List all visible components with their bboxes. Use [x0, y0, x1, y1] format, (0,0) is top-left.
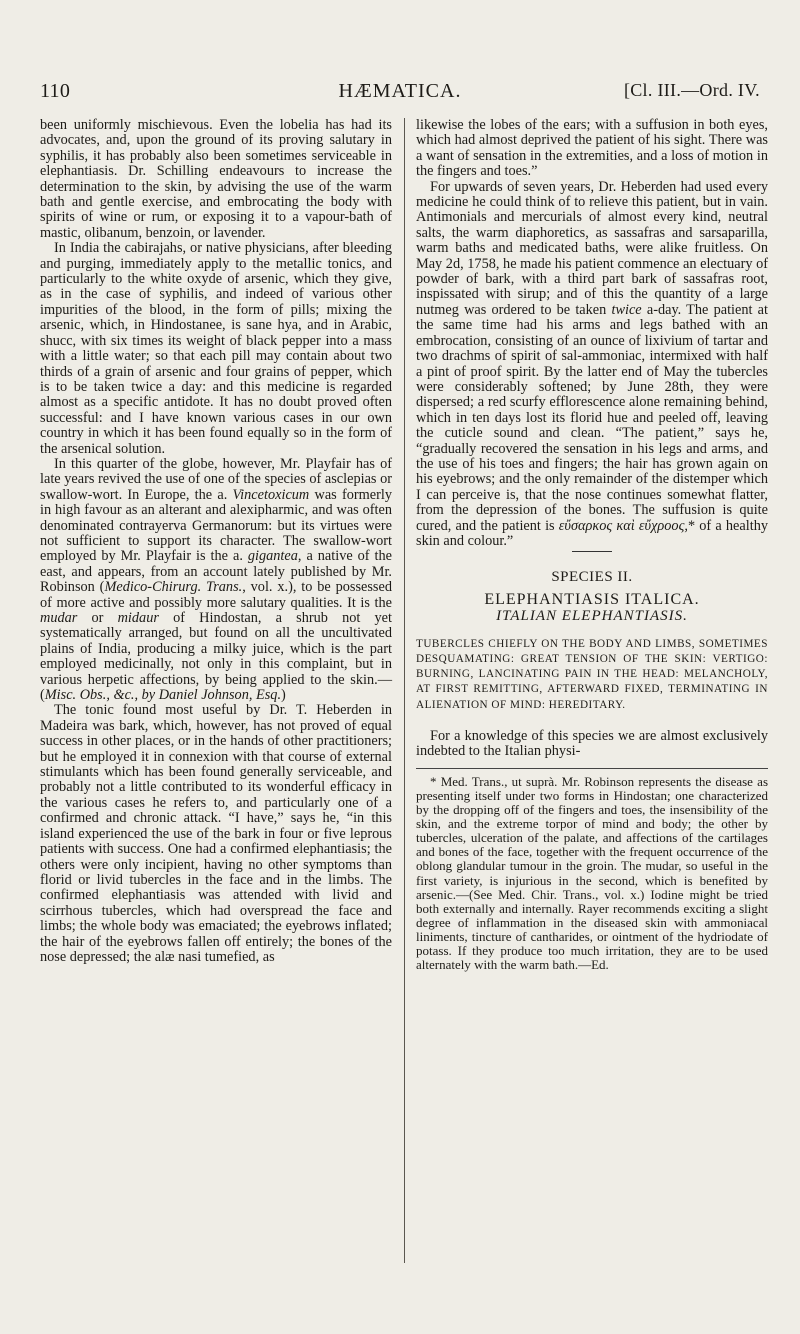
running-title: HÆMATICA.	[338, 80, 462, 102]
italic-text: midaur	[117, 610, 159, 626]
species-synopsis: TUBERCLES CHIEFLY ON THE BODY AND LIMBS, SOMETIMES DESQUAMATING: GREAT TENSION OF THE SKIN: VERTIGO: BURNING, LANCINATING PAIN IN THE HEAD: MELANCHOLY, AT FIRST REMITTING, AFTERWARD FIXED, TERMINATING IN ALIENATION OF MIND: HEREDITARY.	[416, 637, 768, 711]
text-run: , vol. x.), to be possessed of more active and possibly more salutary qualities. It is the	[40, 579, 392, 611]
text-run: )	[281, 687, 286, 704]
greek-text: εὔσαρκος καὶ εὔχροος,	[558, 517, 688, 534]
paragraph: been uniformly mischievous. Even the lobelia has had its advocates, and, upon the ground of its proving salutary in syphilis, it has probably also been sometimes serviceable in elephantiasis. Dr. Schilling endeavours to increase the determination to the skin, by advising the use of the warm bath and gentle exercise, and embrocating the body with spirits of wine or rum, or exposing it to a vapour-bath of mastic, olibanum, benzoin, or lavender.	[40, 117, 392, 241]
text-run: * of a healthy skin and colour.”	[416, 517, 768, 549]
text-run: a-day. The patient at the same time had his arms and legs bathed with an embrocation, consisting of an ounce of lixivium of tartar and two drachms of spirit of sal-ammoniac, intermixed with half a pint of proof spirit. By the latter end of May the tubercles were considerably softened; by June 28th, they were dispersed; a red scurfy efflorescence alone remaining behind, which in ten days lost its florid hue and peeled off, leaving the cuticle sound and clean. “The patient,” says he, “gradually recovered the sensation in his legs and arms, and the use of his toes and fingers; the hair has grown again on his eyebrows; and the only remainder of the distemper which I can perceive is, that the nose continues somewhat flatter, from the depression of the bones. The suffusion is quite cured, and the patient is	[416, 301, 768, 534]
text-run: For upwards of seven years, Dr. Heberden had used every medicine he could think of to relieve this patient, but in vain. Antimonials and mercurials of almost every kind, neutral salts, the warm diaphoretics, as sassafras and sarsaparilla, warm baths and medicated baths, were alike fruitless. On May 2d, 1758, he made his patient commence an electuary of powder of bark, with a third part bark of sassafras root, inspissated with sirup; and of this the quantity of a large nutmeg was ordered to be taken	[416, 178, 768, 318]
italic-text: gigantea	[247, 548, 298, 565]
species-name: ELEPHANTIASIS ITALICA.	[484, 590, 700, 608]
paragraph	[416, 180, 768, 550]
italic-text: Medico-Chirurg. Trans.	[104, 579, 243, 596]
right-column	[416, 118, 768, 972]
italic-text: twice	[611, 301, 642, 318]
text-run: was formerly in high favour as an alterant and alexipharmic, and was often denominated contrayerva Germanorum: but its virtues were not sufficient to support its character. The swallow-wort employed by Mr. Playfair is the a.	[40, 486, 392, 565]
paragraph: For a knowledge of this species we are almost exclusively indebted to the Italian physi-	[416, 728, 768, 760]
footnote-rule	[416, 768, 768, 769]
paragraph: likewise the lobes of the ears; with a suffusion in both eyes, which had almost deprived the patient of his sight. There was a want of sensation in the extremities, and a loss of motion in the fingers and toes.”	[416, 117, 768, 180]
left-column	[40, 118, 392, 965]
section-rule	[572, 551, 612, 552]
paragraph: In India the cabirajahs, or native physicians, after bleeding and purging, immediately apply to the metallic tonics, and particularly to the white oxyde of arsenic, which they give, as in the case of syphilis, and indeed of various other impurities of the blood, in the form of pills; mixing the arsenic, which, in Hindostanee, is sane hya, and in Arabic, shucc, with six times its weight of black pepper into a mass with a little water; so that each pill may contain about two thirds of a grain of arsenic and four grains of pepper, which is to be taken twice a day: and this medicine is regarded almost as a specific antidote. It has no doubt proved often successful: and I have known various cases in our own country in which it has been found equally so in the form of the arsenical solution.	[40, 240, 392, 457]
paragraph: The tonic found most useful by Dr. T. Heberden in Madeira was bark, which, however, has not proved of equal success in other places, or in the hands of other practitioners; but he employed it in connexion with that course of external stimulants which has been found generally serviceable, and probably not a little contributed to its wonderful efficacy in the various cases he refers to, and particularly one of a confirmed and chronic attack. “I have,” says he, “in this island experienced the use of the bark in four or five leprous patients with success. One had a confirmed elephantiasis; the others were only incipient, having no other symptoms than florid or livid tubercles in the face and in the limbs. The confirmed elephantiasis was attended with livid and scirrhous tubercles, which had overspread the face and limbs; the whole body was emaciated; the eyebrows inflated; the hair of the eyebrows fallen off entirely; the bones of the nose depressed; the alæ nasi tumefied, as	[40, 702, 392, 965]
chapter-reference: [Cl. III.—Ord. IV.	[623, 80, 760, 100]
page-number: 110	[40, 80, 71, 102]
species-common-name: ITALIAN ELEPHANTIASIS.	[496, 608, 688, 625]
species-label: SPECIES II.	[551, 569, 633, 586]
italic-text: Vincetoxicum	[232, 486, 310, 503]
running-header	[40, 78, 760, 108]
text-run: , a native of the east, and appears, from an account lately published by Mr. Robinson (	[40, 548, 392, 596]
text-run: or	[77, 610, 118, 626]
text-run: of Hindostan, a shrub not yet systematically arranged, but found on all the uncultivated plains of India, producing a milky juice, which is the part employed medicinally, not only in this complaint, but in various herpetic affections, by being applied to the skin.—(	[40, 610, 392, 704]
footnote: * Med. Trans., ut suprà. Mr. Robinson represents the disease as presenting itself under two forms in Hindostan; one characterized by the dropping off of the fingers and toes, the insensibility of the skin, and the extreme torpor of mind and body; the other by tubercles, ulceration of the palate, and affections of the cartilages and bones of the face, together with the frequent occurrence of the oblong glandular tumour in the groin. The mudar, so useful in the first variety, is injurious in the second, which is benefited by arsenic.—(See Med. Chir. Trans., vol. x.) Iodine might be tried both externally and internally. Rayer recommends exciting a slight degree of inflammation in the diseased skin with ammoniacal liniments, tincture of cantharides, or ointment of the hydriodate of potass. If they produce too much irritation, they are to be used alternately with the warm bath.—Ed.	[416, 773, 768, 973]
italic-text: mudar	[40, 610, 78, 626]
paragraph	[40, 457, 392, 704]
italic-text: Misc. Obs., &c., by Daniel Johnson, Esq.	[44, 687, 282, 704]
column-divider	[404, 118, 405, 1263]
text-run: In this quarter of the globe, however, Mr. Playfair has of late years revived the use of one of the species of asclepias or swallow-wort. In Europe, the a.	[40, 455, 392, 503]
